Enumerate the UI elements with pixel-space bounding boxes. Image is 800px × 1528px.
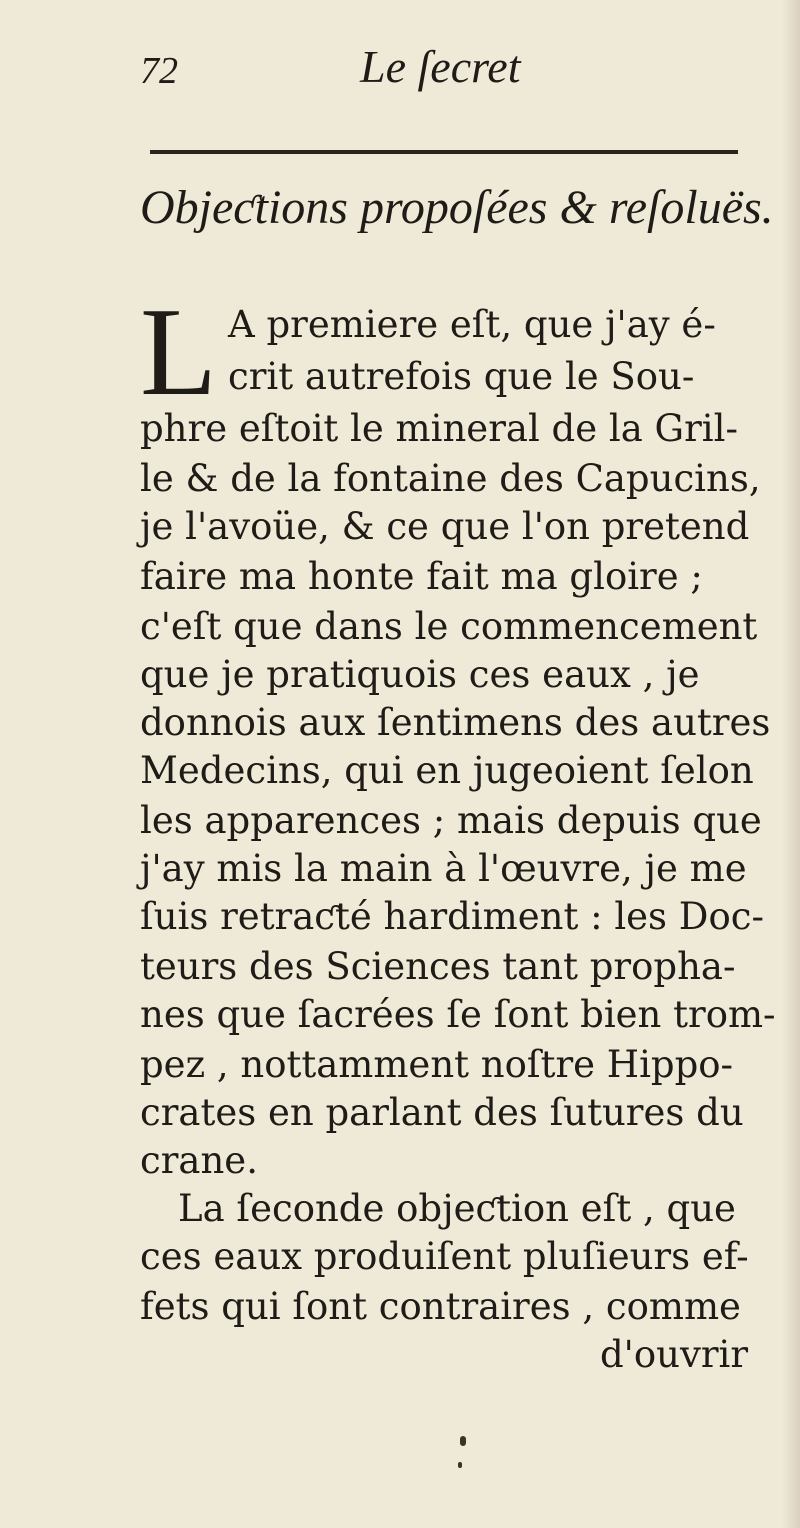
header-rule (150, 150, 738, 154)
ink-speck (458, 1462, 462, 1468)
text-line: le & de la fontaine des Capucins, (140, 457, 761, 500)
text-line: crates en parlant des ſutures du (140, 1091, 744, 1134)
text-line: crane. (140, 1139, 258, 1182)
text-line: nes que ſacrées ſe ſont bien trom- (140, 993, 776, 1036)
text-line: donnois aux ſentimens des autres (140, 701, 771, 744)
page-number: 72 (140, 50, 178, 92)
text-line: ces eaux produiſent pluſieurs ef- (140, 1235, 749, 1278)
running-title: Le ſecret (360, 41, 521, 92)
text-line: que je pratiquois ces eaux , je (140, 653, 700, 696)
text-line: A premiere eſt, que j'ay é- (228, 303, 716, 346)
text-line: faire ma honte fait ma gloire ; (140, 555, 703, 598)
text-line: je l'avoüe, & ce que l'on pretend (140, 505, 750, 548)
drop-cap: L (140, 283, 217, 422)
text-line: ſuis retraƈté hardiment : les Doc- (140, 895, 764, 938)
text-line: j'ay mis la main à l'œuvre, je me (140, 847, 747, 890)
section-title: Objeƈtions propoſées & reſoluës. (140, 181, 774, 234)
text-line: c'eſt que dans le commencement (140, 605, 758, 648)
text-line: teurs des Sciences tant propha- (140, 945, 736, 988)
text-line: phre eſtoit le mineral de la Gril- (140, 407, 738, 450)
text-line: fets qui ſont contraires , comme (140, 1285, 741, 1328)
text-line: crit autrefois que le Sou- (228, 355, 695, 398)
text-line: La ſeconde objeƈtion eſt , que (178, 1187, 736, 1230)
ink-speck (460, 1436, 466, 1446)
text-line: les apparences ; mais depuis que (140, 799, 762, 842)
catchword: d'ouvrir (600, 1333, 749, 1376)
text-line: pez , nottamment noſtre Hippo- (140, 1043, 734, 1086)
text-line: Medecins, qui en jugeoient ſelon (140, 749, 754, 792)
page-edge-shadow (782, 0, 800, 1528)
